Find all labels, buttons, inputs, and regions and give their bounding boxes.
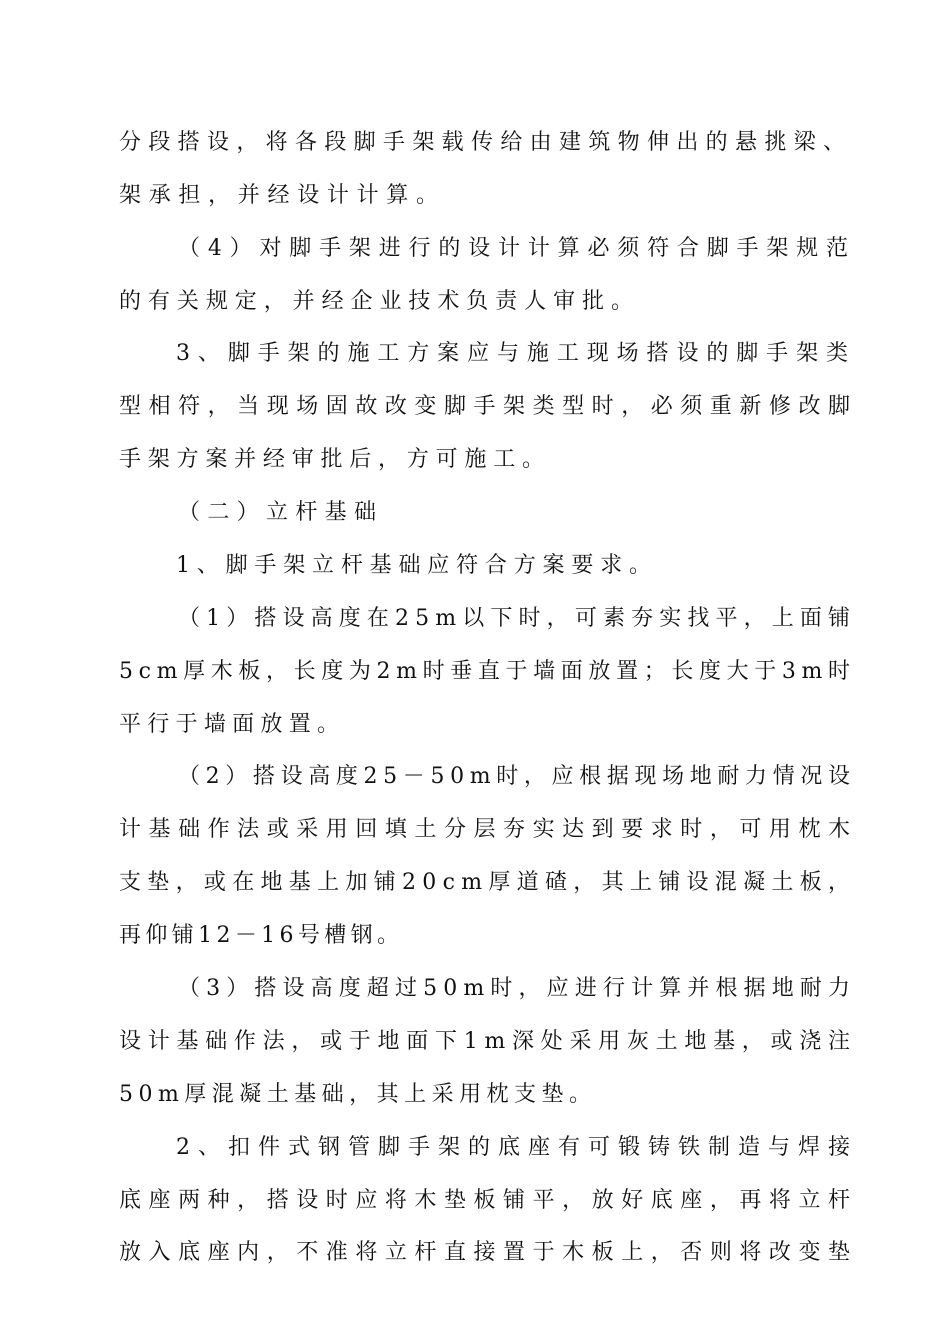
text-line xyxy=(0,1128,950,1168)
line-text: 50m厚混凝土基础，其上采用枕支垫。 xyxy=(119,1082,597,1107)
text-line xyxy=(0,282,950,322)
text-line xyxy=(0,440,950,480)
text-line xyxy=(0,1075,950,1115)
line-text: （1）搭设高度在25m以下时，可素夯实找平，上面铺 xyxy=(178,606,857,631)
line-text: 型相符，当现场固故改变脚手架类型时，必须重新修改脚 xyxy=(119,394,858,419)
text-line xyxy=(0,705,950,745)
text-line xyxy=(0,123,950,163)
line-text: 的有关规定，并经企业技术负责人审批。 xyxy=(119,289,640,314)
text-line xyxy=(0,916,950,956)
line-text: （3）搭设高度超过50m时，应进行计算并根据地耐力 xyxy=(178,976,857,1001)
line-text: 3、脚手架的施工方案应与施工现场搭设的脚手架类 xyxy=(176,341,856,366)
text-line xyxy=(0,969,950,1009)
text-line xyxy=(0,1181,950,1221)
text-line xyxy=(0,1233,950,1273)
line-text: 架承担，并经设计计算。 xyxy=(119,183,446,208)
text-line xyxy=(0,546,950,586)
line-text: 支垫，或在地基上加铺20cm厚道碴，其上铺设混凝土板， xyxy=(119,870,857,895)
text-line xyxy=(0,652,950,692)
line-text: 2、扣件式钢管脚手架的底座有可锻铸铁制造与焊接 xyxy=(176,1135,858,1160)
line-text: （2）搭设高度25－50m时，应根据现场地耐力情况设 xyxy=(178,764,856,789)
text-line xyxy=(0,493,950,533)
line-text: （二）立杆基础 xyxy=(178,500,384,525)
text-line xyxy=(0,1022,950,1062)
text-line xyxy=(0,229,950,269)
line-text: 底座两种，搭设时应将木垫板铺平，放好底座，再将立杆 xyxy=(119,1188,858,1213)
line-text: 手架方案并经审批后，方可施工。 xyxy=(119,447,551,472)
line-text: （4）对脚手架进行的设计计算必须符合脚手架规范 xyxy=(178,236,856,261)
line-text: 分段搭设，将各段脚手架载传给由建筑物伸出的悬挑梁、 xyxy=(119,130,853,155)
text-line xyxy=(0,863,950,903)
text-line xyxy=(0,810,950,850)
line-text: 计基础作法或采用回填土分层夯实达到要求时，可用枕木 xyxy=(119,817,858,842)
text-line xyxy=(0,599,950,639)
text-line xyxy=(0,334,950,374)
line-text: 1、脚手架立杆基础应符合方案要求。 xyxy=(176,553,658,578)
text-line xyxy=(0,176,950,216)
line-text: 放入底座内，不准将立杆直接置于木板上，否则将改变垫 xyxy=(119,1240,858,1265)
text-line xyxy=(0,387,950,427)
line-text: 设计基础作法，或于地面下1m深处采用灰土地基，或浇注 xyxy=(119,1029,857,1054)
line-text: 平行于墙面放置。 xyxy=(119,712,346,737)
line-text: 5cm厚木板，长度为2m时垂直于墙面放置；长度大于3m时 xyxy=(119,659,856,684)
text-line xyxy=(0,757,950,797)
line-text: 再仰铺12－16号槽钢。 xyxy=(119,923,404,948)
